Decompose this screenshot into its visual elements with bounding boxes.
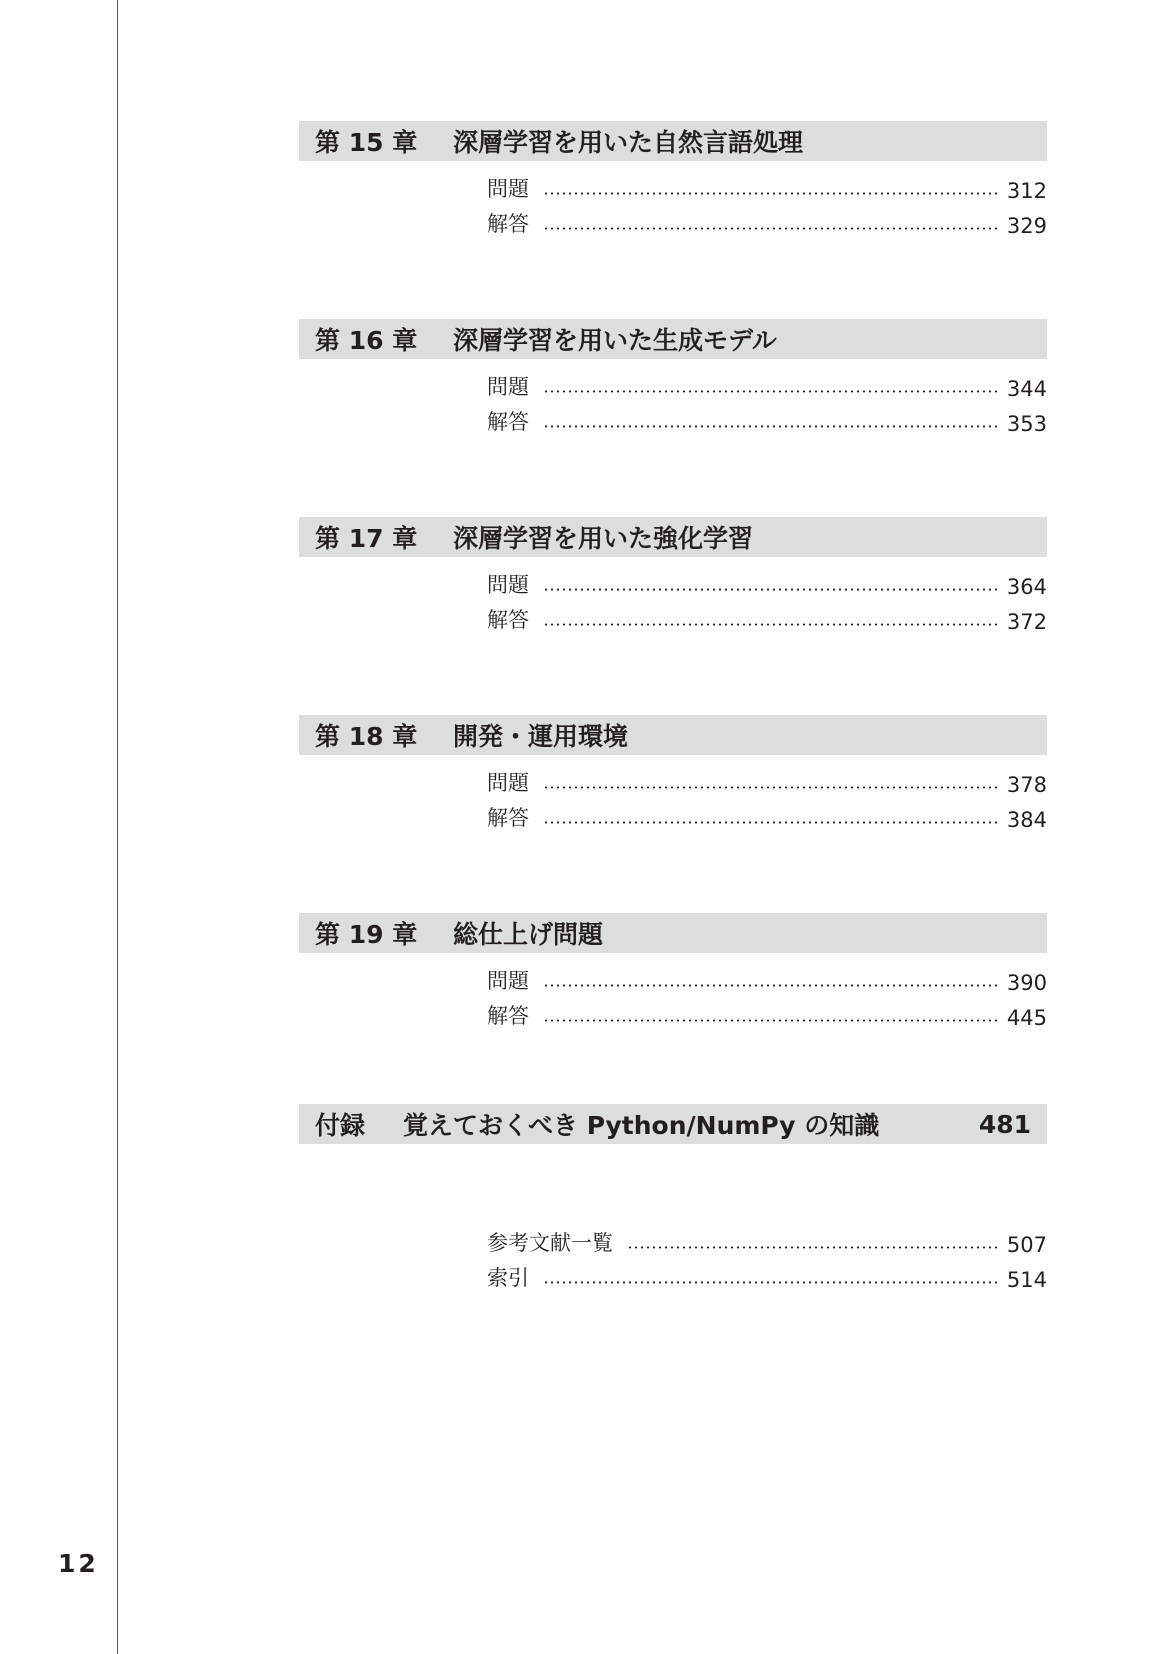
- toc-entry-problems[interactable]: [487, 964, 1047, 999]
- chapter-17: [299, 517, 1047, 638]
- dot-leader: [543, 425, 999, 428]
- dot-leader: [543, 192, 999, 195]
- appendix-label: 付録: [315, 1111, 366, 1140]
- dot-leader: [543, 1019, 999, 1022]
- entry-label: 問題: [487, 573, 529, 597]
- toc-entry-answers[interactable]: [487, 603, 1047, 638]
- chapter-entries: [487, 172, 1047, 242]
- chapter-label: 第 15 章: [315, 128, 418, 157]
- entry-page-number: 390: [1006, 971, 1047, 995]
- toc-entry-problems[interactable]: [487, 568, 1047, 603]
- entry-page-number: 372: [1006, 610, 1047, 634]
- entry-page-number: 445: [1006, 1006, 1047, 1030]
- entry-label: 問題: [487, 177, 529, 201]
- appendix-page-number: 481: [978, 1109, 1031, 1139]
- chapter-15: [299, 121, 1047, 242]
- chapter-18: [299, 715, 1047, 836]
- chapter-entries: [487, 568, 1047, 638]
- chapter-title: 深層学習を用いた強化学習: [453, 524, 754, 553]
- toc-entry-answers[interactable]: [487, 999, 1047, 1034]
- appendix-heading[interactable]: [299, 1104, 1047, 1144]
- entry-page-number: 344: [1006, 377, 1047, 401]
- entry-page-number: 329: [1006, 214, 1047, 238]
- chapter-heading[interactable]: [299, 121, 1047, 161]
- toc-entry-problems[interactable]: [487, 172, 1047, 207]
- chapter-heading[interactable]: [299, 319, 1047, 359]
- chapter-title: 深層学習を用いた生成モデル: [453, 326, 777, 355]
- chapter-16: [299, 319, 1047, 440]
- back-matter: [487, 1226, 1047, 1296]
- toc-entry-problems[interactable]: [487, 766, 1047, 801]
- entry-page-number: 353: [1006, 412, 1047, 436]
- dot-leader: [543, 588, 999, 591]
- chapter-label: 第 19 章: [315, 920, 418, 949]
- entry-label: 解答: [487, 212, 529, 236]
- dot-leader: [543, 227, 999, 230]
- chapter-entries: [487, 964, 1047, 1034]
- chapter-label: 第 16 章: [315, 326, 418, 355]
- chapter-heading[interactable]: [299, 715, 1047, 755]
- entry-label: 解答: [487, 1004, 529, 1028]
- toc-entry-answers[interactable]: [487, 207, 1047, 242]
- dot-leader: [543, 623, 999, 626]
- entry-label: 解答: [487, 410, 529, 434]
- table-of-contents: [299, 121, 1047, 1296]
- page-number: 12: [58, 1549, 99, 1578]
- entry-page-number: 378: [1006, 773, 1047, 797]
- dot-leader: [543, 390, 999, 393]
- toc-entry-problems[interactable]: [487, 370, 1047, 405]
- entry-label: 問題: [487, 375, 529, 399]
- entry-label: 解答: [487, 806, 529, 830]
- entry-label: 問題: [487, 771, 529, 795]
- toc-entry-references[interactable]: [487, 1226, 1047, 1261]
- toc-entry-answers[interactable]: [487, 405, 1047, 440]
- dot-leader: [543, 786, 999, 789]
- chapter-entries: [487, 766, 1047, 836]
- chapter-heading[interactable]: [299, 913, 1047, 953]
- dot-leader: [543, 984, 999, 987]
- entry-page-number: 507: [1006, 1233, 1047, 1257]
- appendix-title: 覚えておくべき Python/NumPy の知識: [403, 1111, 880, 1140]
- entry-page-number: 384: [1006, 808, 1047, 832]
- dot-leader: [627, 1246, 999, 1249]
- toc-entry-answers[interactable]: [487, 801, 1047, 836]
- entry-label: 参考文献一覧: [487, 1231, 613, 1255]
- chapter-title: 開発・運用環境: [453, 722, 629, 751]
- entry-label: 問題: [487, 969, 529, 993]
- chapter-title: 総仕上げ問題: [453, 920, 604, 949]
- chapter-label: 第 17 章: [315, 524, 418, 553]
- entry-page-number: 364: [1006, 575, 1047, 599]
- chapter-entries: [487, 370, 1047, 440]
- chapter-19: [299, 913, 1047, 1034]
- dot-leader: [543, 821, 999, 824]
- chapter-title: 深層学習を用いた自然言語処理: [453, 128, 804, 157]
- toc-entry-index[interactable]: [487, 1261, 1047, 1296]
- chapter-heading[interactable]: [299, 517, 1047, 557]
- entry-page-number: 312: [1006, 179, 1047, 203]
- dot-leader: [543, 1281, 999, 1284]
- entry-page-number: 514: [1006, 1268, 1047, 1292]
- margin-rule: [117, 0, 118, 1654]
- entry-label: 解答: [487, 608, 529, 632]
- chapter-label: 第 18 章: [315, 722, 418, 751]
- entry-label: 索引: [487, 1266, 529, 1290]
